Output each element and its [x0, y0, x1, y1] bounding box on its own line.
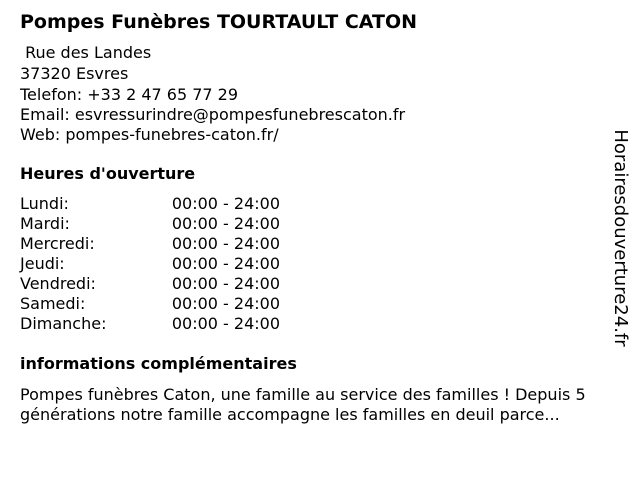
extra-info-heading: informations complémentaires: [20, 354, 297, 373]
business-name: Pompes Funèbres TOURTAULT CATON: [20, 11, 418, 33]
hours-row-mercredi: [20, 234, 280, 254]
hours-time: 00:00 - 24:00: [171, 274, 280, 293]
hours-day: Dimanche:: [20, 314, 107, 333]
hours-time: 00:00 - 24:00: [171, 314, 280, 333]
hours-heading: Heures d'ouverture: [20, 164, 196, 183]
hours-day: Mercredi:: [20, 234, 95, 253]
hours-row-samedi: [20, 294, 280, 314]
hours-row-vendredi: [20, 274, 280, 294]
email-line: Email: esvressurindre@pompesfunebrescaton.fr: [20, 105, 406, 124]
hours-day: Mardi:: [20, 214, 70, 233]
hours-row-jeudi: [20, 254, 280, 274]
hours-time: 00:00 - 24:00: [171, 254, 280, 273]
hours-time: 00:00 - 24:00: [171, 234, 280, 253]
hours-time: 00:00 - 24:00: [171, 214, 280, 233]
hours-row-mardi: [20, 214, 280, 234]
hours-row-lundi: [20, 194, 280, 214]
web-line: Web: pompes-funebres-caton.fr/: [20, 125, 279, 144]
phone-line: Telefon: +33 2 47 65 77 29: [20, 85, 239, 104]
street-address: Rue des Landes: [20, 43, 152, 62]
description-text: Pompes funèbres Caton, une famille au service des familles ! Depuis 5 générations notre famille accompagne les familles en deuil parce...: [20, 385, 586, 424]
hours-day: Jeudi:: [20, 254, 65, 273]
hours-day: Samedi:: [20, 294, 86, 313]
hours-time: 00:00 - 24:00: [171, 194, 280, 213]
city-line: 37320 Esvres: [20, 64, 129, 83]
hours-day: Lundi:: [20, 194, 69, 213]
site-watermark: Horairesdouverture24.fr: [610, 129, 631, 347]
hours-time: 00:00 - 24:00: [171, 294, 280, 313]
hours-day: Vendredi:: [20, 274, 96, 293]
hours-row-dimanche: [20, 314, 280, 334]
